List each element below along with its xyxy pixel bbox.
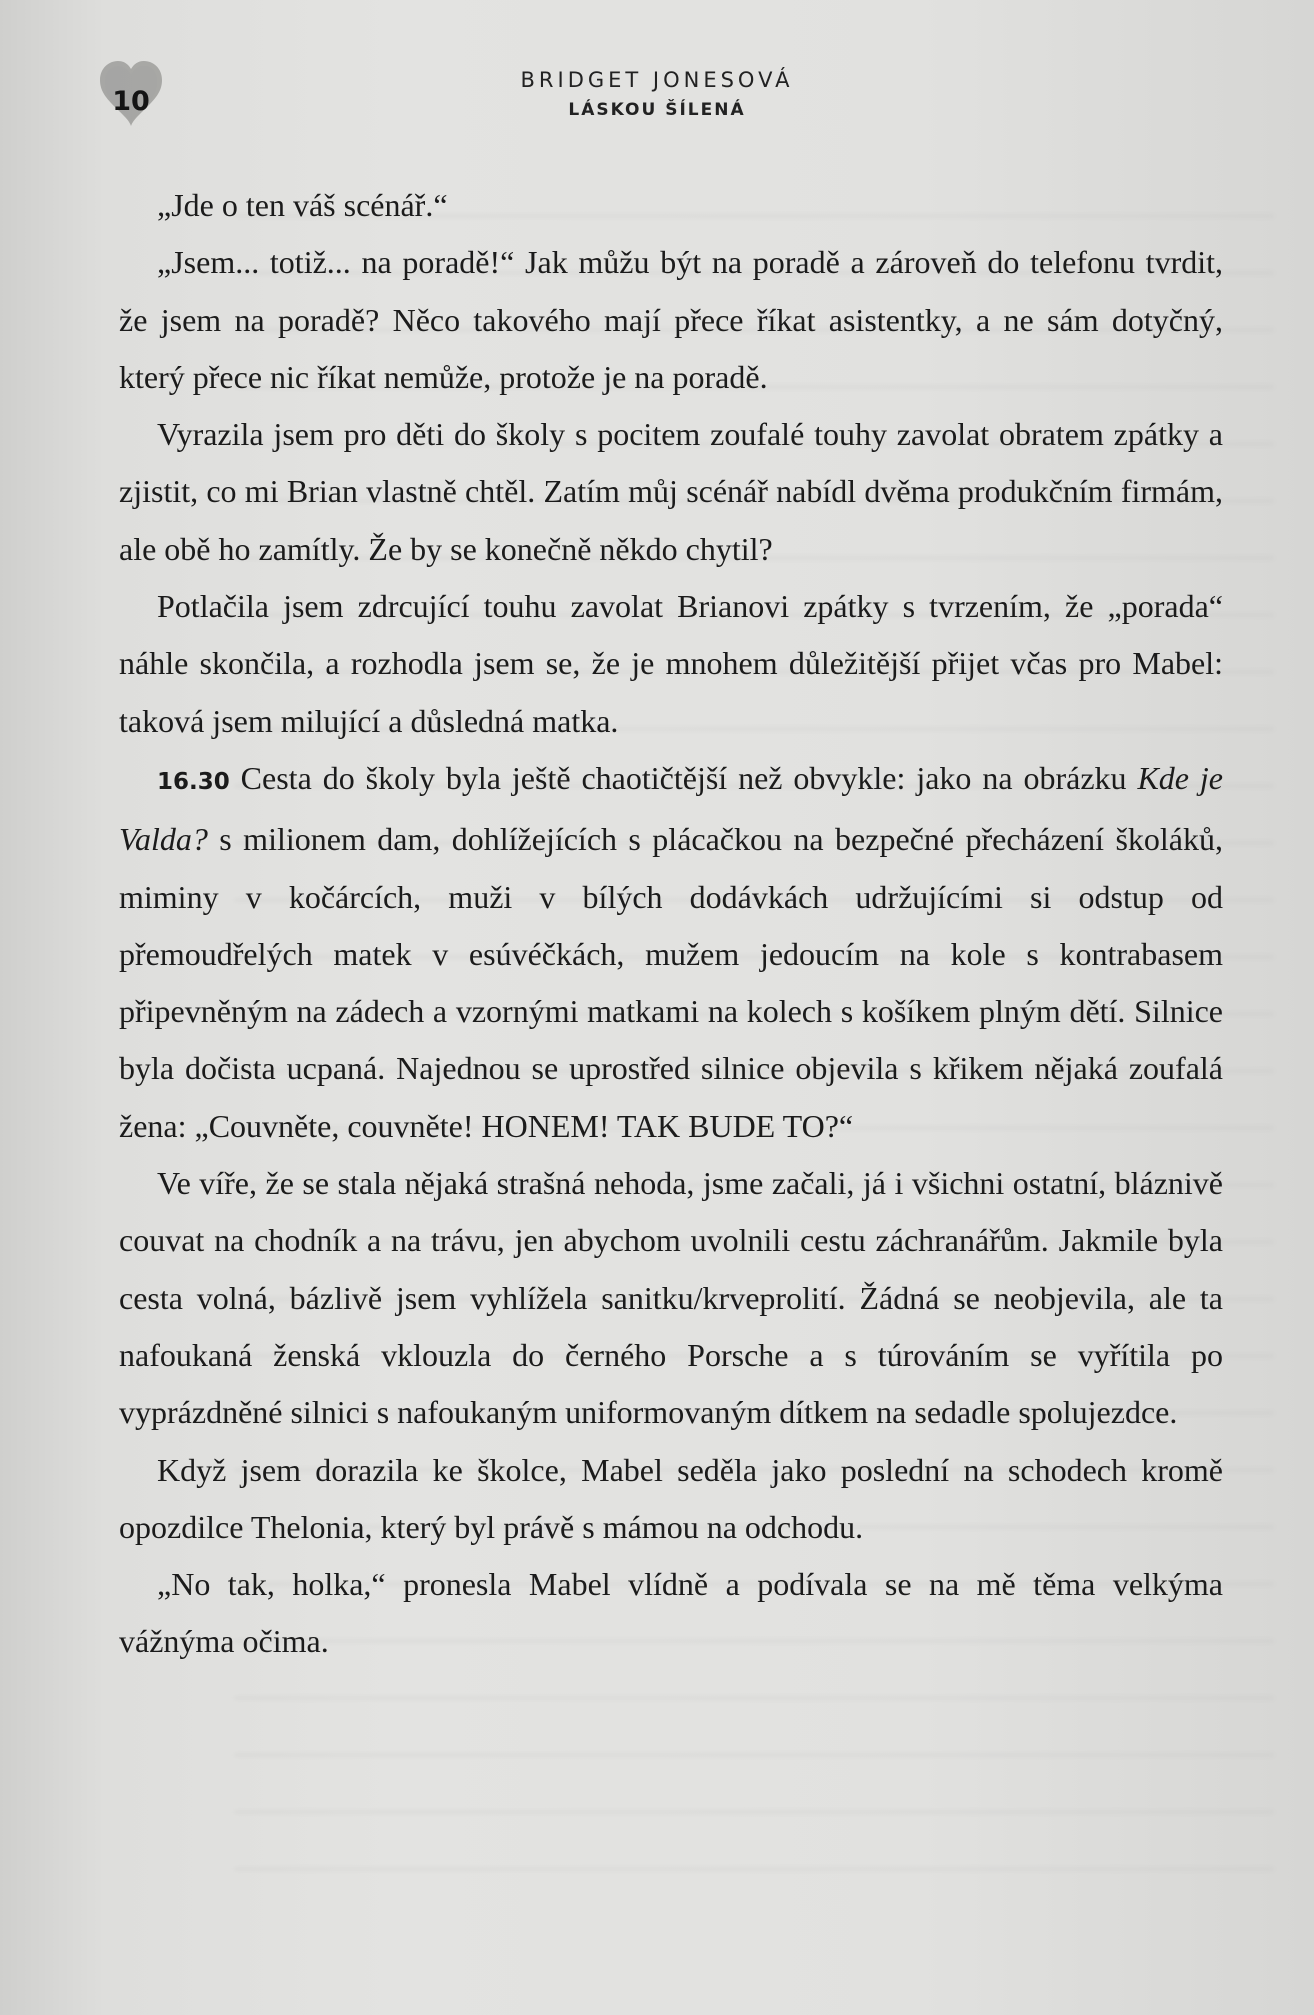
page-number: 10 [112, 86, 150, 117]
page-text [119, 177, 1223, 1671]
paragraph: Potlačila jsem zdrcující touhu zavolat Brianovi zpátky s tvrzením, že „porada“ náhle skončila, a rozhodla jsem se, že je mnohem důležitější přijet včas pro Mabel: taková jsem milující a důsledná matka. [119, 588, 1223, 739]
italic-title: Kde je Valda? [119, 759, 1224, 858]
paragraph: Když jsem dorazila ke školce, Mabel seděla jako poslední na schodech kromě opozdilce Thelonia, který byl právě s mámou na odchodu. [119, 1451, 1223, 1545]
timed-paragraph [119, 750, 1223, 1155]
paragraph: Ve víře, že se stala nějaká strašná nehoda, jsme začali, já i všichni ostatní, bláznivě couvat na chodník a na trávu, jen abychom uvolnili cestu záchranářům. Jakmile byla cesta volná, bázlivě jsem vyhlížela sanitku/krveprolití. Žádná se neobjevila, ale ta nafoukaná ženská vklouzla do černého Porsche a s túrováním se vyřítila po vyprázdněné silnici s nafoukaným uniformovaným dítkem na sedadle spolujezdce. [119, 1165, 1223, 1431]
paragraph: „No tak, holka,“ pronesla Mabel vlídně a podívala se na mě těma velkýma vážnýma očima. [119, 1566, 1223, 1660]
page-header [0, 58, 1314, 138]
book-subtitle: LÁSKOU ŠÍLENÁ [568, 100, 746, 120]
paragraph: Vyrazila jsem pro děti do školy s pocitem zoufalé touhy zavolat obratem zpátky a zjistit, co mi Brian vlastně chtěl. Zatím můj scénář nabídl dvěma produkčním firmám, ale obě ho zamítly. Že by se konečně někdo chytil? [119, 416, 1223, 567]
time-label: 16.30 [157, 768, 230, 795]
paragraph-text-after-title: s milionem dam, dohlížejících s plácačkou na bezpečné přecházení školáků, miminy v kočárcích, muži v bílých dodávkách udržujícími si odstup od přemoudřelých matek v esúvéčkách, mužem jedoucím na kole s kontrabasem připevněným na zádech a vzornými matkami na kolech s košíkem plným dětí. Silnice byla dočista ucpaná. Najednou se uprostřed silnice objevila s křikem nějaká zoufalá žena: „Couvněte, couvněte! HONEM! TAK BUDE TO?“ [119, 821, 1223, 1144]
paragraph: „Jsem... totiž... na poradě!“ Jak můžu být na poradě a zároveň do telefonu tvrdit, že jsem na poradě? Něco takového mají přece říkat asistentky, a ne sám dotyčný, který přece nic říkat nemůže, protože je na poradě. [119, 244, 1223, 395]
book-title: BRIDGET JONESOVÁ [520, 68, 794, 92]
paragraph-text-before-title: Cesta do školy byla ještě chaotičtější než obvykle: jako na obrázku [229, 759, 1138, 796]
paragraph: „Jde o ten váš scénář.“ [157, 187, 448, 223]
